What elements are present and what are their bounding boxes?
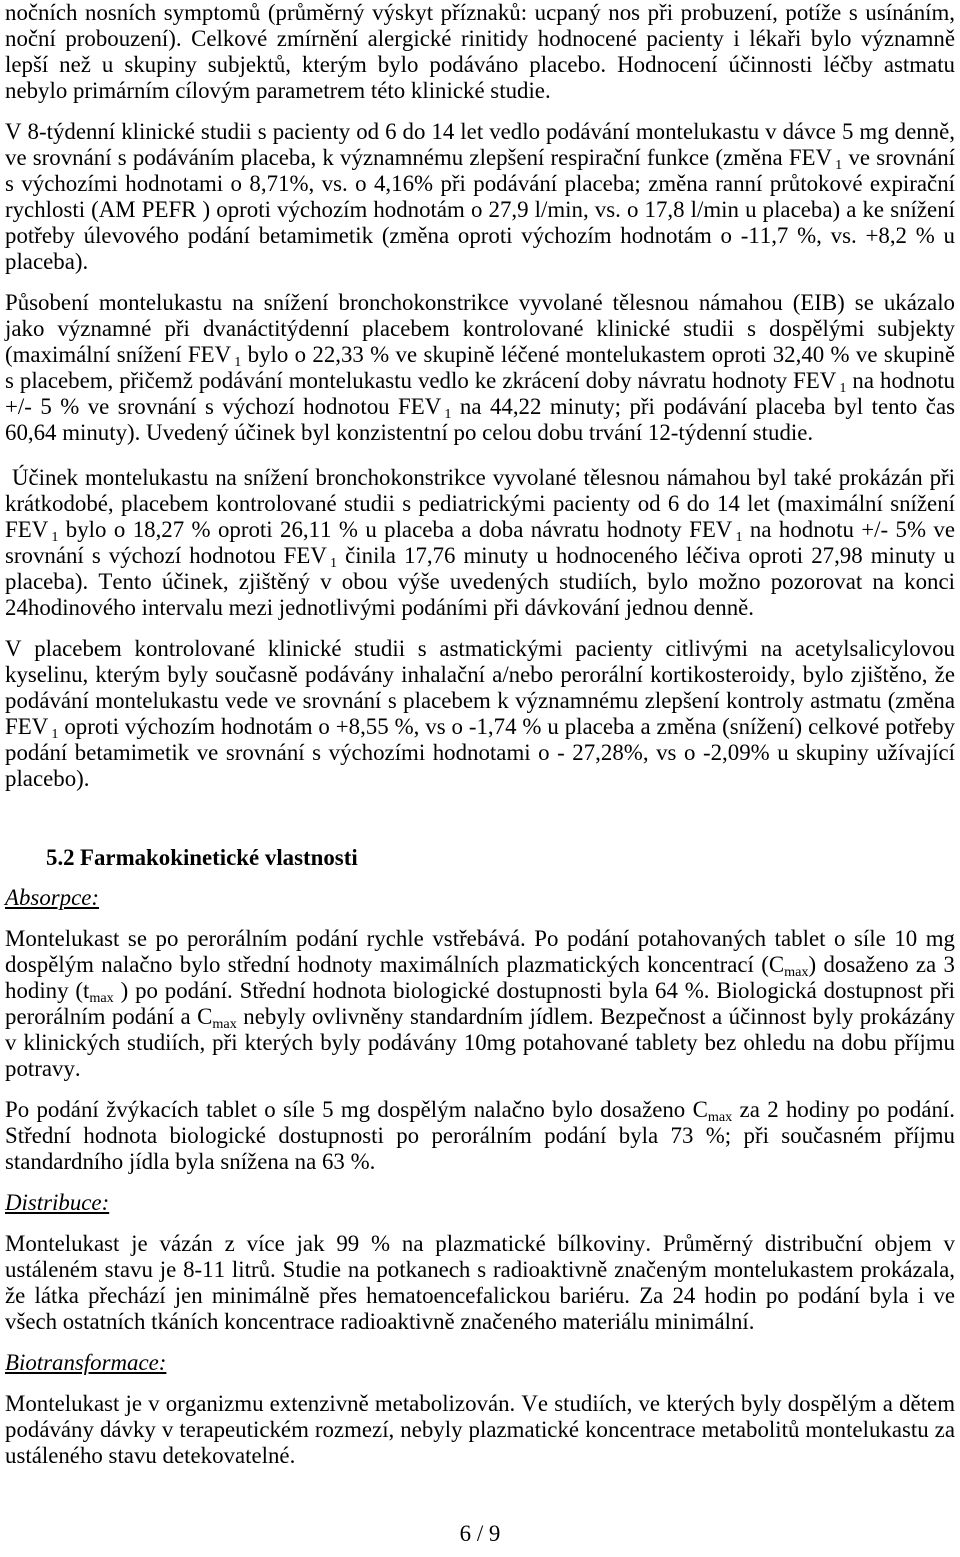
paragraph-text: na hodnotu +/- 5 % ve srovnání s výchozí hodnotou FEV bbox=[5, 368, 955, 419]
fev1-subscript: 1 bbox=[735, 529, 743, 546]
allergic-rhinitis-paragraph: nočních nosních symptomů (průměrný výskyt příznaků: ucpaný nos při probuzení, potíže s usínáním, noční probouzení). Celkové zmírnění alergické rinitidy hodnocené pacienty i lékaři bylo významně lepší než u skupiny subjektů, kterým bylo podáváno placebo. Hodnocení účinnosti léčby astmatu nebylo primárním cílovým parametrem této klinické studie. bbox=[5, 0, 955, 103]
cmax-subscript: max bbox=[707, 1109, 733, 1126]
tmax-subscript: max bbox=[89, 990, 114, 1007]
cmax-subscript: max bbox=[784, 964, 809, 981]
paragraph-text: V placebem kontrolované klinické studii s astmatickými pacienty citlivými na acetylsalicylovou kyselinu, kterým byly současně podávány inhalační a/nebo perorální kortikosteroidy, bylo zjištěno, že podávání montelukastu vede ve srovnání s placebem k významnému zlepšení kontroly astmatu (změna FEV bbox=[5, 636, 955, 739]
paragraph-text: činila 17,76 minuty u hodnoceného léčiva oproti 27,98 minuty u placeba). Tento účinek, zjištěný v obou výše uvedených studiích, bylo možno pozorovat na konci 24hodinového intervalu mezi jednotlivými podáními při dávkování jednou denně. bbox=[5, 543, 955, 620]
biotransformation-paragraph: Montelukast je v organizmu extenzivně metabolizován. Ve studiích, ve kterých byly dospělým a dětem podávány dávky v terapeutickém rozmezí, nebyly plazmatické koncentrace metabolitů montelukastu za ustáleného stavu detekovatelné. bbox=[5, 1391, 955, 1468]
fev1-subscript: 1 bbox=[835, 157, 843, 174]
biotransformation-heading: Biotransformace: bbox=[5, 1350, 167, 1375]
absorption-film-coated-paragraph bbox=[5, 926, 955, 1082]
paragraph-text: bylo o 18,27 % oproti 26,11 % u placeba a doba návratu hodnoty FEV bbox=[58, 517, 733, 542]
paragraph-text: oproti výchozím hodnotám o +8,55 %, vs o -1,74 % u placeba a změna (snížení) celkové potřeby podání betamimetik ve srovnání s výchozími hodnotami o - 27,28%, vs o -2,09% u skupiny užívající placebo). bbox=[5, 714, 955, 791]
fev1-subscript: 1 bbox=[839, 380, 847, 397]
paragraph-text: ) po podání. Střední hodnota biologické dostupnosti byla 64 %. Biologická dostupnost při perorálním podání a C bbox=[5, 978, 955, 1029]
fev1-subscript: 1 bbox=[51, 529, 59, 546]
paragraph-text: nebyly ovlivněny standardním jídlem. Bezpečnost a účinnost byly prokázány v klinických studiích, při kterých byly podávány 10mg potahované tablety bez ohledu na dobu příjmu potravy. bbox=[5, 1004, 955, 1081]
paragraph-text: na 44,22 minuty; při podávání placeba byl tento čas 60,64 minuty). Uvedený účinek byl konzistentní po celou dobu trvání 12-týdenní studie. bbox=[5, 394, 955, 445]
section-heading-5-2 bbox=[5, 845, 955, 871]
paragraph-text: V 8-týdenní klinické studii s pacienty od 6 do 14 let vedlo podávání montelukastu v dávce 5 mg denně, ve srovnání s podáváním placeba, k významnému zlepšení respirační funkce (změna FEV bbox=[5, 119, 955, 170]
fev1-subscript: 1 bbox=[330, 555, 338, 572]
eib-adult-study-paragraph bbox=[5, 290, 955, 446]
paragraph-text: na hodnotu +/- 5% ve srovnání s výchozí hodnotou FEV bbox=[5, 517, 955, 568]
aspirin-sensitive-study-paragraph bbox=[5, 636, 955, 792]
absorption-heading: Absorpce: bbox=[5, 885, 100, 910]
eib-pediatric-study-paragraph bbox=[5, 465, 955, 621]
paragraph-text: Působení montelukastu na snížení bronchokonstrikce vyvolané tělesnou námahou (EIB) se ukázalo jako významné při dvanáctitýdenní placebem kontrolované klinické studii s dospělými subjekty (maximální snížení FEV bbox=[5, 290, 955, 367]
paragraph-text: Po podání žvýkacích tablet o síle 5 mg dospělým nalačno bylo dosaženo C bbox=[5, 1097, 708, 1122]
fev1-subscript: 1 bbox=[234, 354, 242, 371]
section-number: 5.2 bbox=[46, 845, 75, 870]
page-number: 6 / 9 bbox=[459, 1521, 501, 1546]
absorption-chewable-paragraph bbox=[5, 1097, 955, 1175]
paragraph-text: ) dosaženo za 3 hodiny (t bbox=[5, 952, 955, 1003]
distribution-paragraph: Montelukast je vázán z více jak 99 % na plazmatické bílkoviny. Průměrný distribuční objem v ustáleném stavu je 8-11 litrů. Studie na potkanech s radioaktivně značeným montelukastem prokázala, že látka přechází jen minimálně přes hematoencefalickou bariéru. Za 24 hodin po podání byla i ve všech ostatních tkáních koncentrace radioaktivně značeného materiálu minimální. bbox=[5, 1231, 955, 1334]
fev1-subscript: 1 bbox=[51, 726, 59, 743]
pediatric-8-week-study-paragraph bbox=[5, 119, 955, 275]
section-title: Farmakokinetické vlastnosti bbox=[80, 845, 358, 870]
paragraph-text: Montelukast se po perorálním podání rychle vstřebává. Po podání potahovaných tablet o síle 10 mg dospělým nalačno bylo střední hodnoty maximálních plazmatických koncentrací (C bbox=[5, 926, 955, 977]
fev1-subscript: 1 bbox=[444, 406, 452, 423]
distribution-heading: Distribuce: bbox=[5, 1190, 110, 1215]
paragraph-text: Účinek montelukastu na snížení bronchokonstrikce vyvolané tělesnou námahou byl také prokázán při krátkodobé, placebem kontrolované studii s pediatrickými pacienty od 6 do 14 let (maximální snížení FEV bbox=[5, 465, 955, 542]
cmax-subscript: max bbox=[212, 1016, 237, 1033]
paragraph-text: ve srovnání s výchozími hodnotami o 8,71%, vs. o 4,16% při podávání placeba; změna ranní průtokové expirační rychlosti (AM PEFR ) oproti výchozím hodnotám o 27,9 l/min, vs. o 17,8 l/min u placeba) a ke snížení potřeby úlevového podání betamimetik (změna oproti výchozím hodnotám o -11,7 %, vs. +8,2 % u placeba). bbox=[5, 145, 956, 274]
paragraph-text: bylo o 22,33 % ve skupině léčené montelukastem oproti 32,40 % ve skupině s placebem, přičemž podávání montelukastu vedlo ke zkrácení doby návratu hodnoty FEV bbox=[5, 342, 955, 393]
paragraph-text: za 2 hodiny po podání. Střední hodnota biologické dostupnosti po perorálním podání byla 73 %; při současném příjmu standardního jídla byla snížena na 63 %. bbox=[5, 1097, 955, 1174]
